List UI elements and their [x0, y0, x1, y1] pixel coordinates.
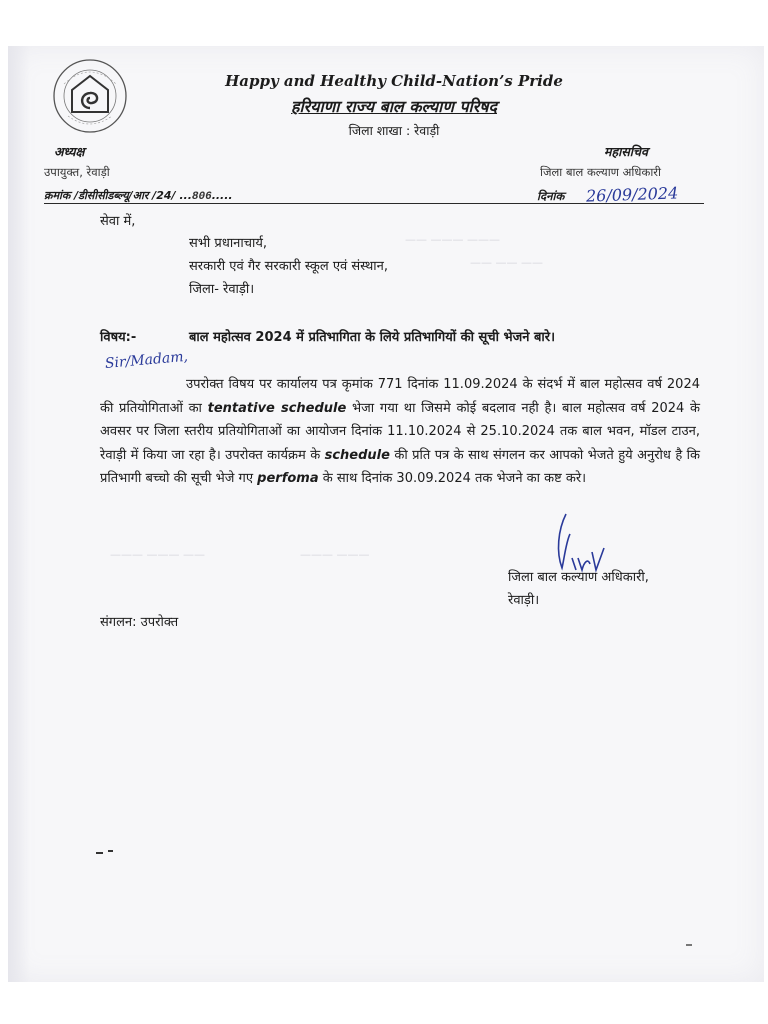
reference-number: [44, 188, 233, 203]
body-text-4: के साथ दिनांक 30.09.2024 तक भेजने का कष्ट करे।: [318, 471, 587, 486]
body-text-1: उपरोक्त विषय पर कार्यालय पत्र कृमांक 771 दिनांक 11.09.2024 के संदर्भ में बाल महोत्सव वर्ष 2024 की प्रतियोगिताओं का: [100, 377, 700, 416]
show-through-text: —— —— ——: [470, 256, 543, 269]
handwritten-date: 26/09/2024: [585, 183, 679, 206]
subject-label: विषय:-: [100, 330, 137, 345]
scan-speck: [686, 944, 692, 946]
reference-prefix: क्रमांक /डीसीसीडब्ल्यू/आर /24/ ...: [44, 189, 192, 202]
scan-border-bottom: [0, 982, 768, 1024]
president-designation: उपायुक्त, रेवाड़ी: [44, 165, 110, 179]
salutation: सेवा में,: [100, 214, 136, 229]
organization-name-text: हरियाणा राज्य बाल कल्याण परिषद: [291, 97, 497, 116]
subject-text: बाल महोत्सव 2024 में प्रतिभागिता के लिये प्रतिभागियों की सूची भेजने बारे।: [189, 330, 556, 345]
secretary-title: महासचिव: [604, 144, 648, 159]
show-through-text: —— ——— ———: [405, 233, 500, 246]
addressee-line-2: सरकारी एवं गैर सरकारी स्कूल एवं संस्थान,: [189, 259, 389, 274]
secretary-designation: जिला बाल कल्याण अधिकारी: [540, 165, 661, 179]
handwritten-greeting: Sir/Madam,: [104, 348, 189, 372]
page-edge-shadow: [8, 46, 30, 982]
addressee-line-3: जिला- रेवाड़ी।: [189, 282, 255, 297]
enclosure-note: संगलन: उपरोक्त: [100, 615, 179, 630]
president-title: अध्यक्ष: [54, 144, 85, 159]
scan-speck: [108, 850, 113, 852]
signatory-place: रेवाड़ी।: [508, 593, 540, 608]
body-emphasis-tentative-schedule: tentative schedule: [207, 400, 347, 416]
district-branch: जिला शाखा : रेवाड़ी: [348, 123, 440, 138]
reference-suffix: .....: [211, 189, 233, 202]
body-text-3: की प्रति पत्र के साथ संगलन कर आपको भेजते हुये अनुरोध है कि प्रतिभागी बच्चो की सूची भेजे गए: [100, 447, 700, 486]
signatory-designation: जिला बाल कल्याण अधिकारी,: [508, 570, 649, 585]
scan-border-top: [0, 0, 768, 46]
body-emphasis-schedule: schedule: [324, 447, 390, 463]
show-through-text: ——— ——— ——: [110, 548, 205, 561]
date-label: दिनांक: [537, 189, 565, 203]
body-paragraph: [100, 373, 700, 491]
body-emphasis-perfoma: perfoma: [257, 471, 319, 486]
reference-handwritten-number: 806: [191, 191, 212, 203]
scan-speck: [96, 852, 103, 854]
letterhead-motto: Happy and Healthy Child-Nation’s Pride: [225, 72, 563, 90]
body-text-2: भेजा गया था जिसमे कोई बदलाव नही है। बाल महोत्सव वर्ष 2024 के अवसर पर जिला स्तरीय प्रतियोगिताओं का आयोजन दिनांक 11.10.2024 से 25.10.2024 तक बाल भवन, मॉडल टाउन, रेवाड़ी में किया जा रहा है। उपरोक्त कार्यक्रम के: [100, 400, 701, 463]
show-through-text: ——— ———: [300, 548, 370, 561]
addressee-line-1: सभी प्रधानाचार्य,: [189, 236, 268, 251]
organization-name: [0, 95, 768, 117]
